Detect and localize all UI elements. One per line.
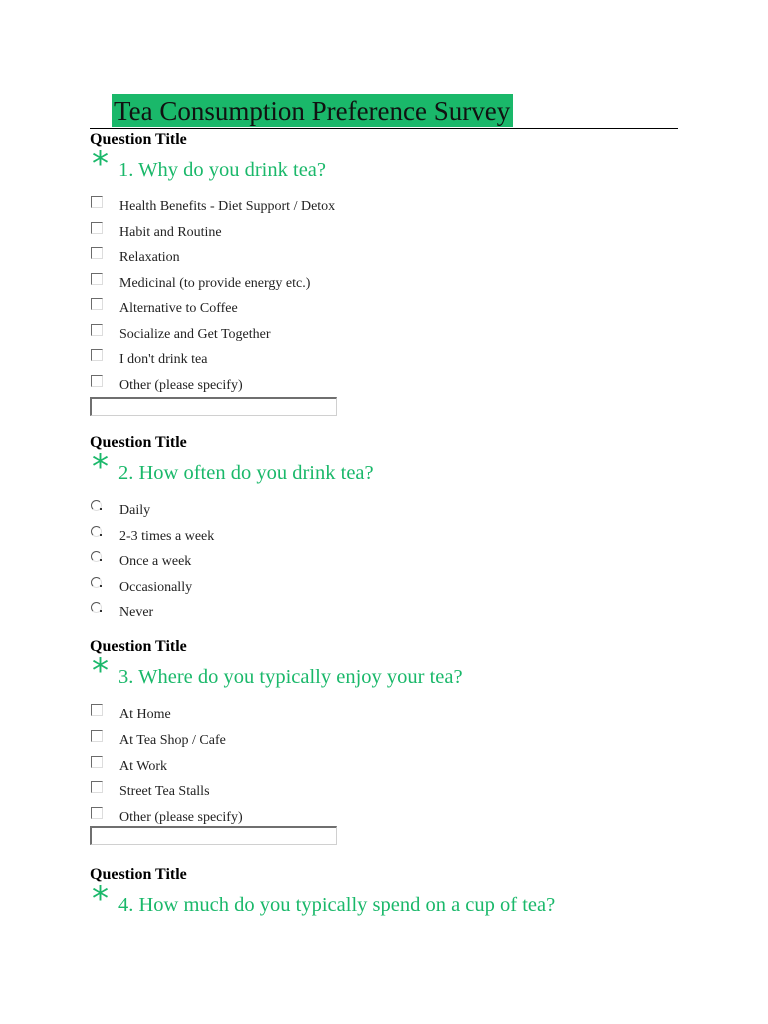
radio-button[interactable] bbox=[91, 500, 102, 511]
option-label: I don't drink tea bbox=[119, 352, 208, 367]
option-label: Other (please specify) bbox=[119, 378, 243, 393]
checkbox[interactable] bbox=[91, 730, 103, 742]
q1-option-alternative-coffee[interactable] bbox=[90, 298, 490, 322]
option-label: At Tea Shop / Cafe bbox=[119, 733, 226, 748]
required-asterisk-icon: * bbox=[92, 651, 109, 691]
q1-option-medicinal[interactable] bbox=[90, 273, 490, 297]
checkbox[interactable] bbox=[91, 324, 103, 336]
checkbox[interactable] bbox=[91, 222, 103, 234]
option-label: Habit and Routine bbox=[119, 225, 222, 240]
q1-option-dont-drink[interactable] bbox=[90, 349, 490, 373]
checkbox[interactable] bbox=[91, 298, 103, 310]
option-label: 2-3 times a week bbox=[119, 529, 215, 544]
q1-option-health-benefits[interactable] bbox=[90, 196, 490, 220]
question-section-label: Question Title bbox=[90, 866, 187, 883]
option-label: Street Tea Stalls bbox=[119, 784, 210, 799]
option-label: Daily bbox=[119, 503, 151, 518]
q1-option-habit-routine[interactable] bbox=[90, 222, 490, 246]
radio-button[interactable] bbox=[91, 602, 102, 613]
question-3-text: 3. Where do you typically enjoy your tea? bbox=[118, 666, 463, 688]
q1-option-relaxation[interactable] bbox=[90, 247, 490, 271]
question-4-heading bbox=[90, 879, 690, 919]
option-label: Medicinal (to provide energy etc.) bbox=[119, 276, 311, 291]
checkbox[interactable] bbox=[91, 273, 103, 285]
question-2-text: 2. How often do you drink tea? bbox=[118, 462, 374, 484]
option-label: Relaxation bbox=[119, 250, 180, 265]
question-section-label: Question Title bbox=[90, 434, 187, 451]
required-asterisk-icon: * bbox=[92, 144, 109, 184]
q2-option-2-3-times-week[interactable] bbox=[90, 526, 490, 550]
q3-other-specify-input[interactable] bbox=[90, 826, 337, 845]
question-3-heading bbox=[90, 651, 690, 691]
option-label: Health Benefits - Diet Support / Detox bbox=[119, 199, 336, 214]
checkbox[interactable] bbox=[91, 781, 103, 793]
required-asterisk-icon: * bbox=[92, 879, 109, 919]
radio-button[interactable] bbox=[91, 551, 102, 562]
q3-option-tea-shop-cafe[interactable] bbox=[90, 730, 490, 754]
required-asterisk-icon: * bbox=[92, 447, 109, 487]
question-4-text: 4. How much do you typically spend on a cup of tea? bbox=[118, 894, 556, 916]
checkbox[interactable] bbox=[91, 807, 103, 819]
checkbox[interactable] bbox=[91, 756, 103, 768]
q1-option-socialize[interactable] bbox=[90, 324, 490, 348]
checkbox[interactable] bbox=[91, 196, 103, 208]
checkbox[interactable] bbox=[91, 247, 103, 259]
checkbox[interactable] bbox=[91, 375, 103, 387]
survey-title: Tea Consumption Preference Survey bbox=[112, 94, 513, 127]
option-label: Occasionally bbox=[119, 580, 193, 595]
option-label: Alternative to Coffee bbox=[119, 301, 238, 316]
question-1-text: 1. Why do you drink tea? bbox=[118, 159, 326, 181]
question-section-label: Question Title bbox=[90, 131, 187, 148]
q2-option-occasionally[interactable] bbox=[90, 577, 490, 601]
option-label: At Home bbox=[119, 707, 171, 722]
question-2-heading bbox=[90, 447, 690, 487]
survey-title-row bbox=[90, 94, 678, 129]
q3-option-street-stalls[interactable] bbox=[90, 781, 490, 805]
radio-button[interactable] bbox=[91, 526, 102, 537]
q2-option-once-week[interactable] bbox=[90, 551, 490, 575]
radio-button[interactable] bbox=[91, 577, 102, 588]
q2-option-daily[interactable] bbox=[90, 500, 490, 524]
q3-option-work[interactable] bbox=[90, 756, 490, 780]
option-label: Socialize and Get Together bbox=[119, 327, 271, 342]
option-label: Never bbox=[119, 605, 154, 620]
q2-option-never[interactable] bbox=[90, 602, 490, 626]
question-1-heading bbox=[90, 144, 690, 184]
q3-option-home[interactable] bbox=[90, 704, 490, 728]
q1-other-specify-input[interactable] bbox=[90, 397, 337, 416]
checkbox[interactable] bbox=[91, 349, 103, 361]
option-label: Other (please specify) bbox=[119, 810, 243, 825]
option-label: Once a week bbox=[119, 554, 192, 569]
option-label: At Work bbox=[119, 759, 168, 774]
checkbox[interactable] bbox=[91, 704, 103, 716]
question-section-label: Question Title bbox=[90, 638, 187, 655]
q1-option-other[interactable] bbox=[90, 375, 490, 399]
